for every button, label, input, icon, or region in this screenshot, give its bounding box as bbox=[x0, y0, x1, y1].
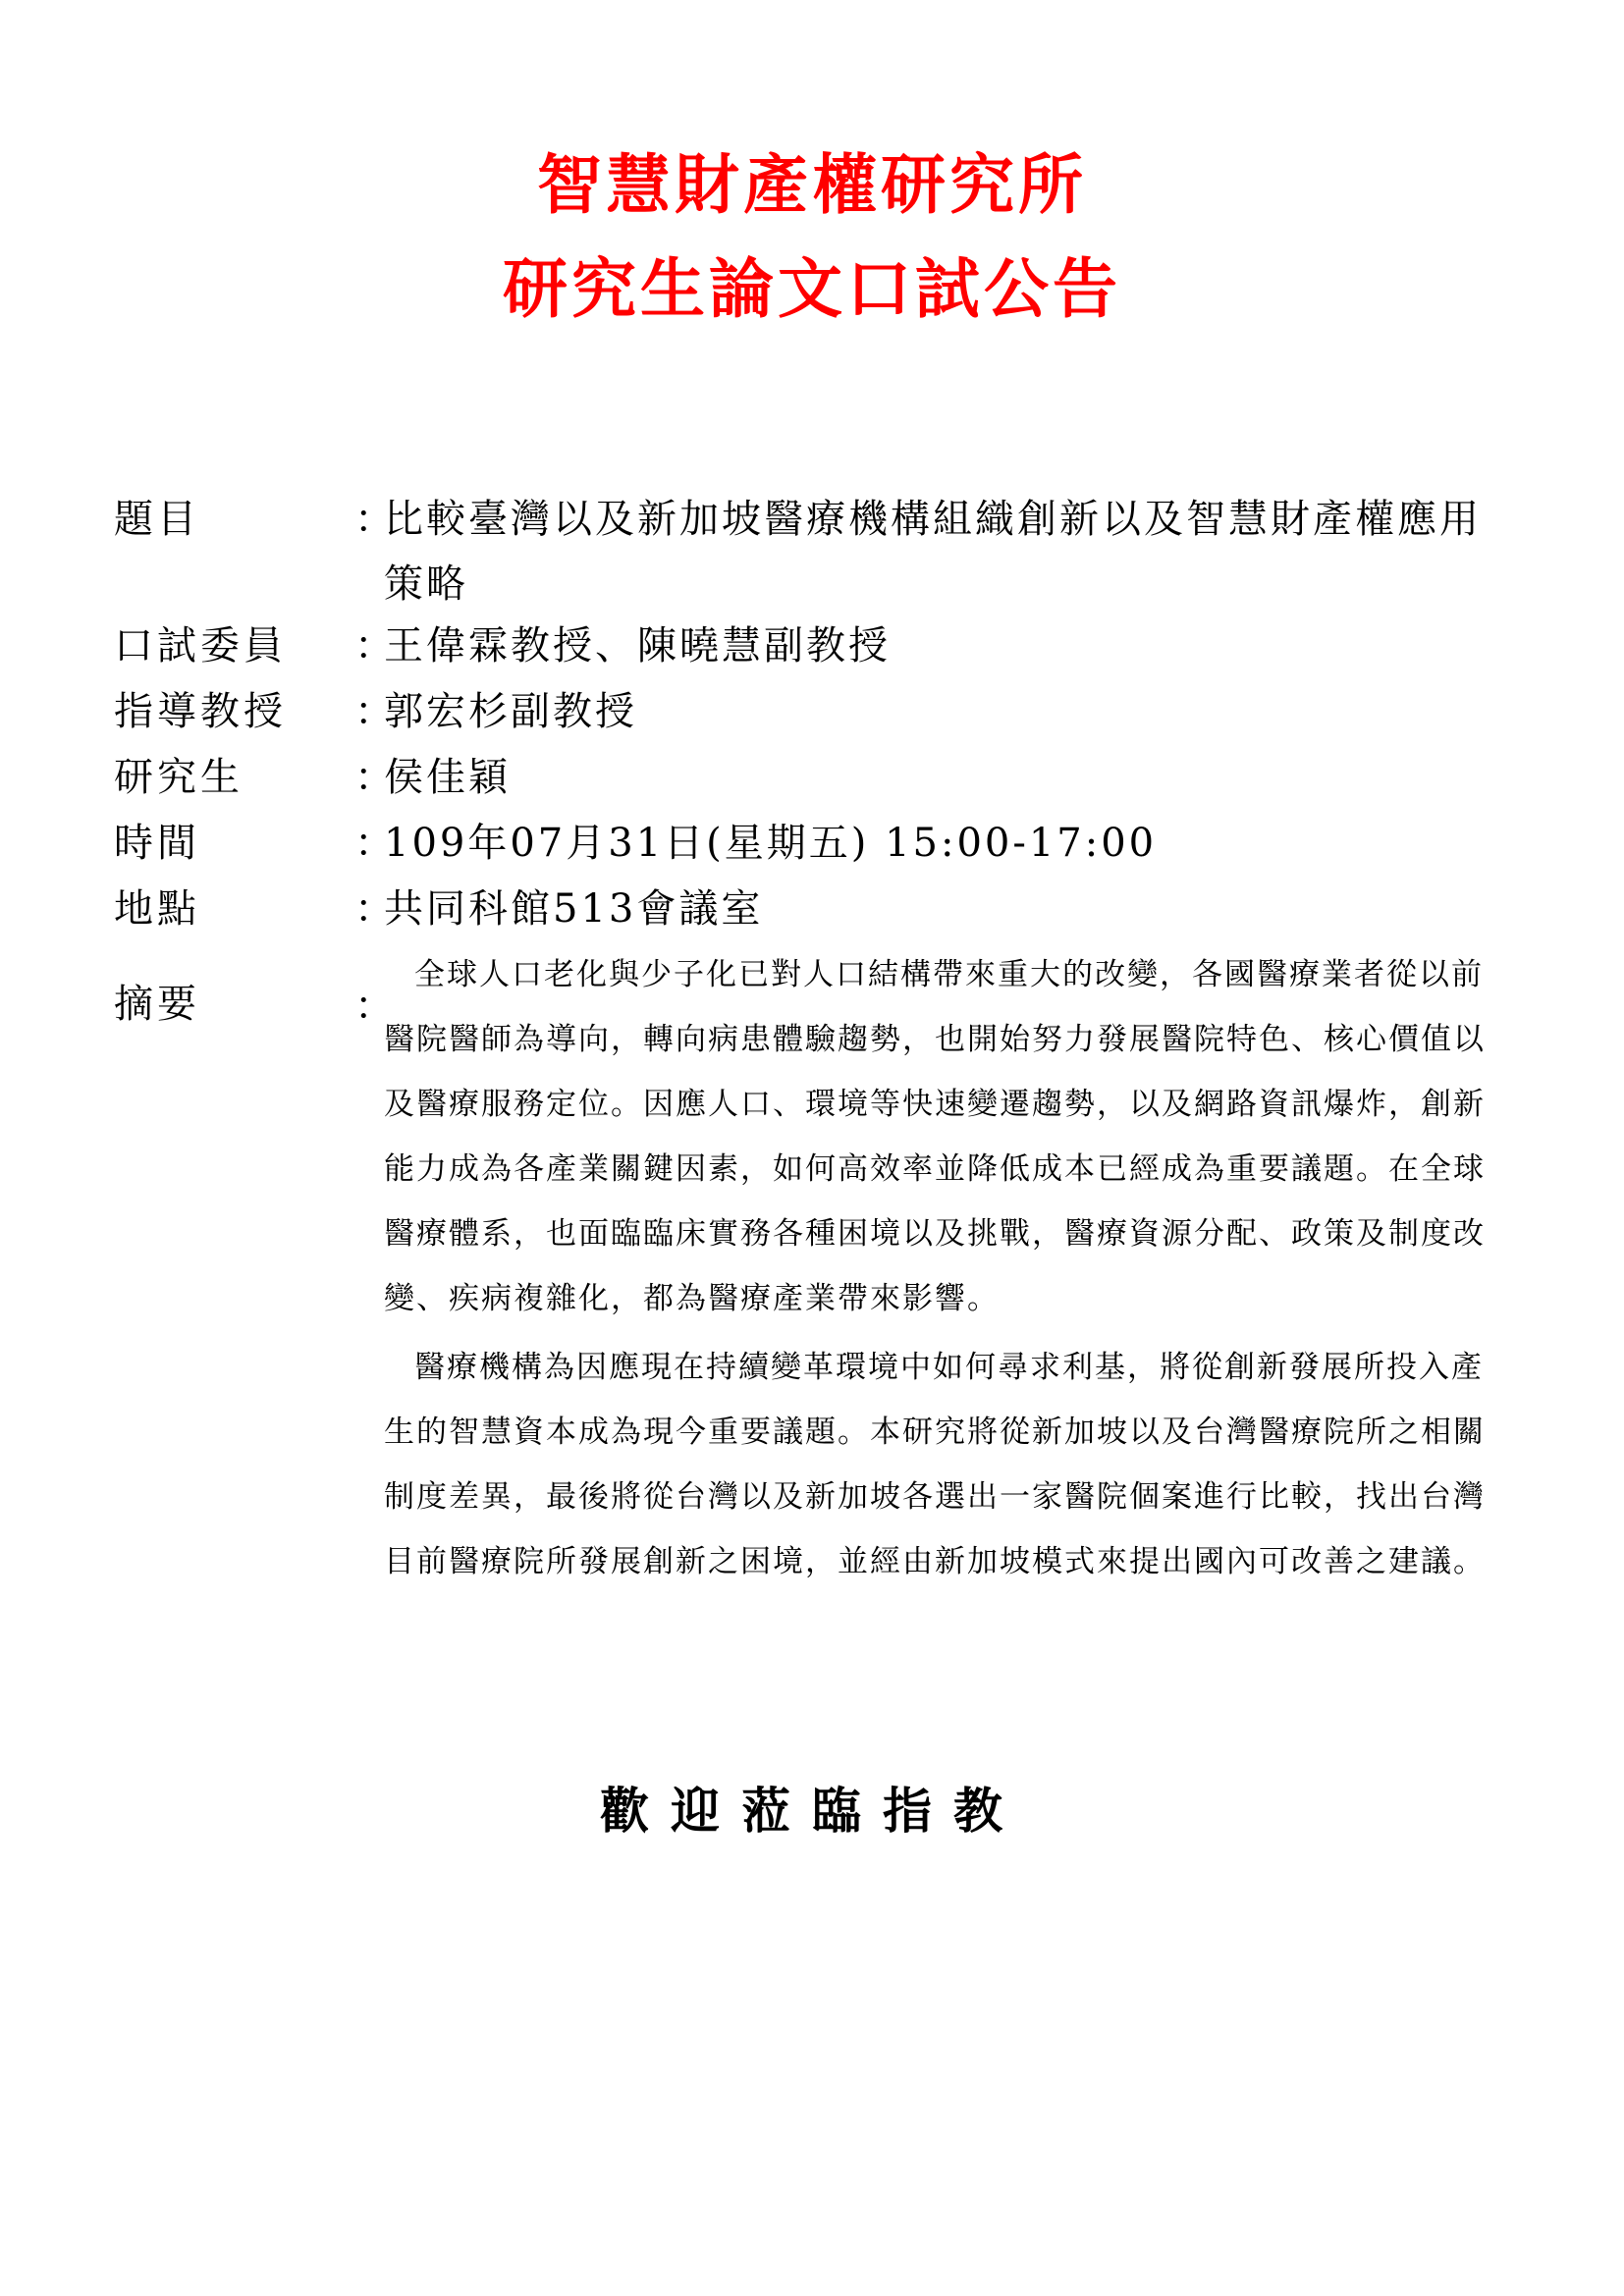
advisor-value: 郭宏杉副教授 bbox=[384, 689, 637, 734]
time-value: 109年07月31日(星期五) 15:00-17:00 bbox=[384, 821, 1158, 866]
institute-title: 智慧財產權研究所 bbox=[537, 146, 1087, 223]
committee-colon: ： bbox=[354, 623, 394, 668]
abstract-text bbox=[384, 942, 1503, 1598]
abstract-paragraph: 全球人口老化與少子化已對人口結構帶來重大的改變，各國醫療業者從以前醫院醫師為導向，轉向病患體驗趨勢，也開始努力發展醫院特色、核心價值以及醫療服務定位。因應人口、環境等快速變遷趨勢，以及網路資訊爆炸，創新能力成為各產業關鍵因素，如何高效率並降低成本已經成為重要議題。在全球醫療體系，也面臨臨床實務各種困境以及挑戰，醫療資源分配、政策及制度改變、疾病複雜化，都為醫療產業帶來影響。 bbox=[384, 957, 1486, 1316]
advisor-label: 指導教授 bbox=[114, 689, 287, 734]
student-value: 侯佳穎 bbox=[384, 755, 511, 800]
committee-value: 王偉霖教授、陳曉慧副教授 bbox=[384, 623, 891, 668]
announcement-title: 研究生論文口試公告 bbox=[503, 250, 1121, 327]
advisor-colon: ： bbox=[354, 689, 394, 734]
place-colon: ： bbox=[354, 886, 394, 932]
abstract-label: 摘要 bbox=[114, 982, 200, 1027]
committee-label: 口試委員 bbox=[114, 623, 287, 668]
abstract-colon: ： bbox=[354, 984, 394, 1029]
place-value: 共同科館513會議室 bbox=[384, 886, 764, 932]
topic-colon: ： bbox=[354, 497, 394, 542]
student-colon: ： bbox=[354, 755, 394, 800]
time-colon: ： bbox=[354, 821, 394, 866]
topic-label: 題目 bbox=[114, 497, 200, 542]
abstract-paragraph: 醫療機構為因應現在持續變革環境中如何尋求利基，將從創新發展所投入產生的智慧資本成為現今重要議題。本研究將從新加坡以及台灣醫療院所之相關制度差異，最後將從台灣以及新加坡各選出一家醫院個案進行比較，找出台灣目前醫療院所發展創新之困境，並經由新加坡模式來提出國內可改善之建議。 bbox=[384, 1350, 1486, 1579]
welcome-footer: 歡迎蒞臨指教 bbox=[600, 1782, 1024, 1840]
time-label: 時間 bbox=[114, 821, 200, 866]
student-label: 研究生 bbox=[114, 755, 244, 800]
topic-value: 比較臺灣以及新加坡醫療機構組織創新以及智慧財產權應用策略 bbox=[384, 497, 1482, 607]
place-label: 地點 bbox=[114, 886, 200, 932]
